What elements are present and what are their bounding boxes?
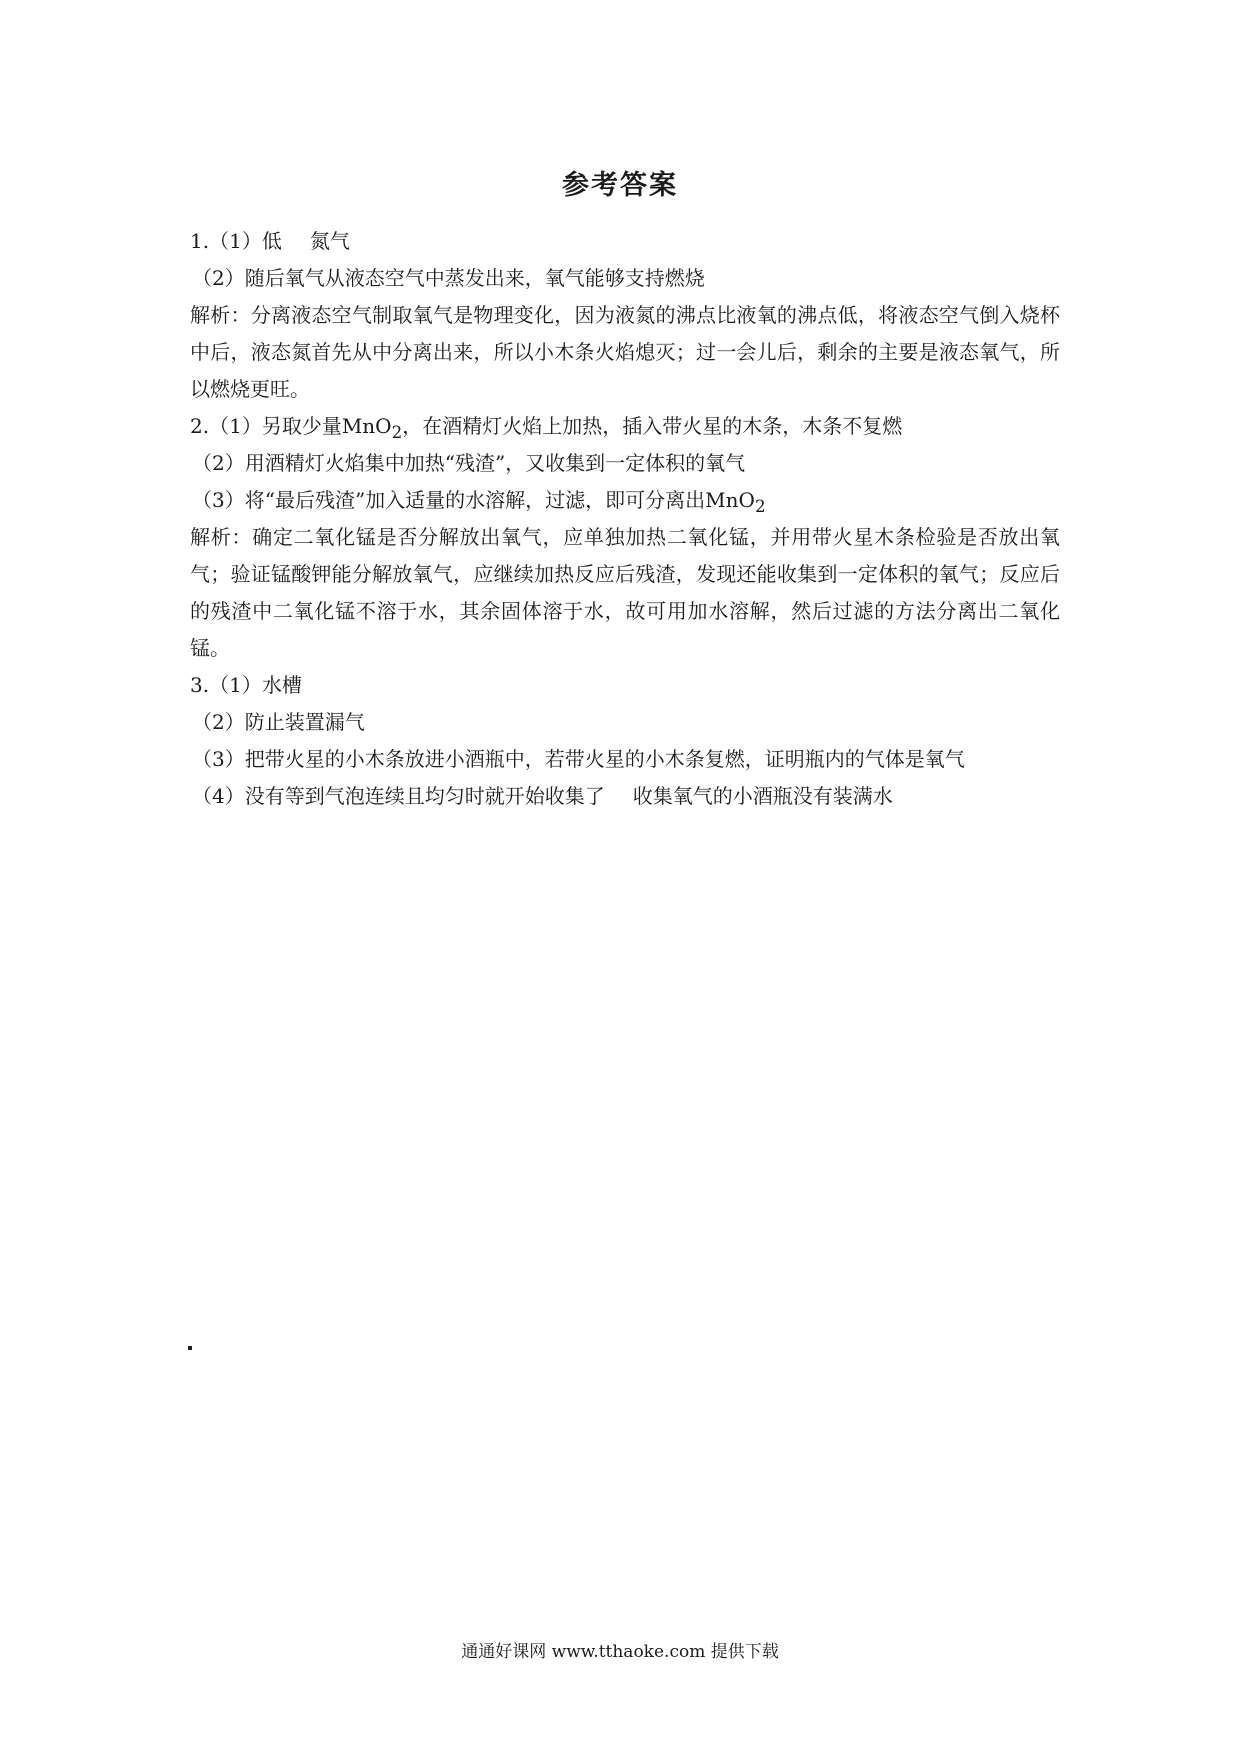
answer-text: 把带火星的小木条放进小酒瓶中，若带火星的小木条复燃，证明瓶内的气体是氧气 — [244, 747, 965, 771]
answer-label: （2） — [192, 710, 245, 734]
answer-line — [190, 445, 1060, 482]
answer-label: （4） — [192, 784, 245, 808]
answer-text: 用酒精灯火焰集中加热“残渣”，又收集到一定体积的氧气 — [244, 451, 746, 475]
answer-line — [190, 667, 1060, 704]
answer-line — [190, 408, 1060, 445]
answer-line — [190, 223, 1060, 260]
analysis-paragraph: 解析：分离液态空气制取氧气是物理变化，因为液氮的沸点比液氧的沸点低，将液态空气倒入烧杯中后，液态氮首先从中分离出来，所以小木条火焰熄灭；过一会儿后，剩余的主要是液态氧气，所以燃烧更旺。 — [190, 303, 1060, 401]
answer-text: 氮气 — [309, 229, 350, 253]
subscript: 2 — [754, 497, 766, 516]
answer-label: （3） — [192, 488, 245, 512]
question-number: 3. — [190, 673, 210, 697]
question-1 — [190, 223, 1060, 408]
answer-text: 水槽 — [261, 673, 302, 697]
question-2 — [190, 408, 1060, 667]
answer-text: 另取少量MnO — [261, 414, 392, 438]
answer-line — [190, 260, 1060, 297]
answer-text: 防止装置漏气 — [244, 710, 365, 734]
answer-line — [190, 704, 1060, 741]
answer-label: （1） — [209, 414, 262, 438]
page-title: 参考答案 — [562, 170, 678, 201]
stray-dot-mark — [188, 1346, 192, 1350]
answer-text: 没有等到气泡连续且均匀时就开始收集了 — [244, 784, 605, 808]
answer-line — [190, 482, 1060, 519]
question-number: 2. — [190, 414, 210, 438]
answer-label: （2） — [192, 451, 245, 475]
answer-label: （1） — [209, 673, 262, 697]
answer-label: （3） — [192, 747, 245, 771]
answer-label: （1） — [209, 229, 262, 253]
analysis-paragraph: 解析：确定二氧化锰是否分解放出氧气，应单独加热二氧化锰，并用带火星木条检验是否放出氧气；验证锰酸钾能分解放氧气，应继续加热反应后残渣，发现还能收集到一定体积的氧气；反应后的残渣中二氧化锰不溶于水，其余固体溶于水，故可用加水溶解，然后过滤的方法分离出二氧化锰。 — [190, 525, 1060, 660]
answer-text: 随后氧气从液态空气中蒸发出来，氧气能够支持燃烧 — [244, 266, 705, 290]
subscript: 2 — [391, 423, 403, 442]
question-3 — [190, 667, 1060, 815]
answer-line — [190, 778, 1060, 815]
answer-text: 低 — [261, 229, 282, 253]
answer-text: 将“最后残渣”加入适量的水溶解，过滤，即可分离出MnO — [244, 488, 755, 512]
question-number: 1. — [190, 229, 210, 253]
answer-text: 收集氧气的小酒瓶没有装满水 — [632, 784, 893, 808]
page-footer: 通通好课网 www.tthaoke.com 提供下载 — [461, 1642, 779, 1662]
answer-line — [190, 741, 1060, 778]
answer-label: （2） — [192, 266, 245, 290]
answer-content — [190, 223, 1060, 815]
answer-text: ，在酒精灯火焰上加热，插入带火星的木条，木条不复燃 — [402, 414, 903, 438]
